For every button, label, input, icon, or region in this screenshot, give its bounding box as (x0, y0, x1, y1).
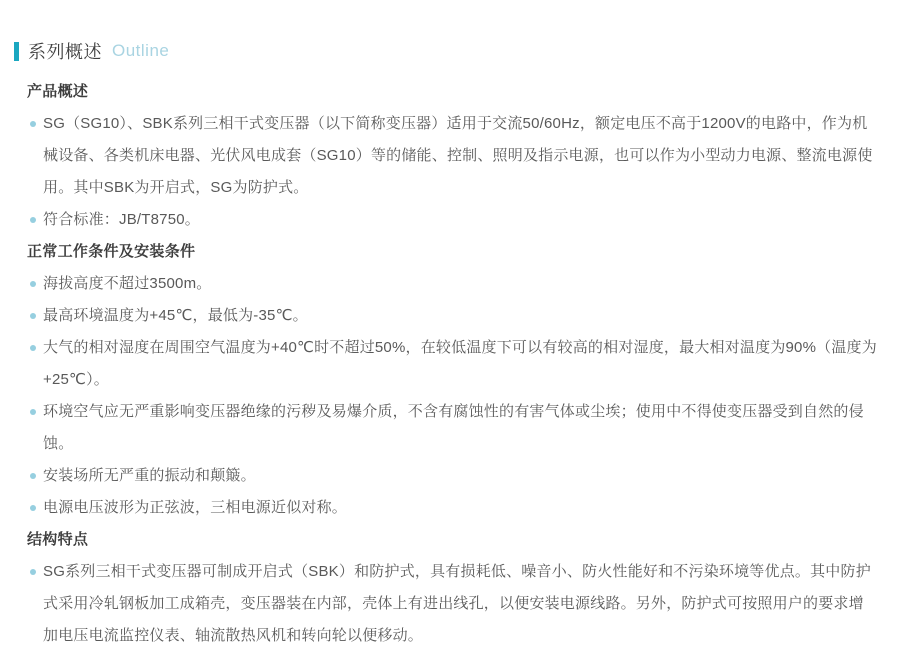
bullet-dot-icon (30, 409, 36, 415)
bullet-item (14, 300, 878, 332)
bullet-text: 符合标准：JB/T8750。 (43, 211, 201, 228)
bullet-dot-icon (30, 217, 36, 223)
bullet-dot-icon (30, 281, 36, 287)
bullet-dot-icon (30, 121, 36, 127)
bullet-item (14, 460, 878, 492)
page-title: 系列概述 (28, 42, 102, 62)
section-heading: 正常工作条件及安装条件 (27, 243, 196, 260)
bullet-text: 安装场所无严重的振动和颠簸。 (43, 467, 256, 484)
content-sections (14, 76, 878, 652)
bullet-text: 大气的相对湿度在周围空气温度为+40℃时不超过50%，在较低温度下可以有较高的相对湿度，最大相对温度为90%（温度为+25℃）。 (43, 339, 877, 388)
bullet-text: 环境空气应无严重影响变压器绝缘的污秽及易爆介质，不含有腐蚀性的有害气体或尘埃；使用中不得使变压器受到自然的侵蚀。 (43, 403, 864, 452)
bullet-text: 最高环境温度为+45℃，最低为-35℃。 (43, 307, 308, 324)
page-title-row (14, 38, 878, 64)
bullet-dot-icon (30, 345, 36, 351)
section-heading: 产品概述 (27, 83, 89, 100)
bullet-text: SG系列三相干式变压器可制成开启式（SBK）和防护式，具有损耗低、噪音小、防火性能好和不污染环境等优点。其中防护式采用冷轧钢板加工成箱壳，变压器装在内部，壳体上有进出线孔，以便安装电源线路。另外，防护式可按照用户的要求增加电压电流监控仪表、轴流散热风机和转向轮以便移动。 (43, 563, 871, 644)
bullet-item (14, 268, 878, 300)
page-subtitle: Outline (112, 41, 170, 60)
bullet-dot-icon (30, 505, 36, 511)
bullet-item (14, 332, 878, 396)
title-accent-bar (14, 42, 19, 61)
bullet-dot-icon (30, 313, 36, 319)
bullet-item (14, 492, 878, 524)
section-heading: 结构特点 (27, 531, 89, 548)
bullet-text: 电源电压波形为正弦波，三相电源近似对称。 (43, 499, 348, 516)
bullet-item (14, 204, 878, 236)
bullet-text: SG（SG10）、SBK系列三相干式变压器（以下简称变压器）适用于交流50/60Hz，额定电压不高于1200V的电路中，作为机械设备、各类机床电器、光伏风电成套（SG10）等的储能、控制、照明及指示电源，也可以作为小型动力电源、整流电源使用。其中SBK为开启式，SG为防护式。 (43, 115, 873, 196)
bullet-item (14, 108, 878, 204)
bullet-item (14, 396, 878, 460)
bullet-dot-icon (30, 569, 36, 575)
bullet-item (14, 556, 878, 652)
bullet-dot-icon (30, 473, 36, 479)
bullet-text: 海拔高度不超过3500m。 (43, 275, 212, 292)
